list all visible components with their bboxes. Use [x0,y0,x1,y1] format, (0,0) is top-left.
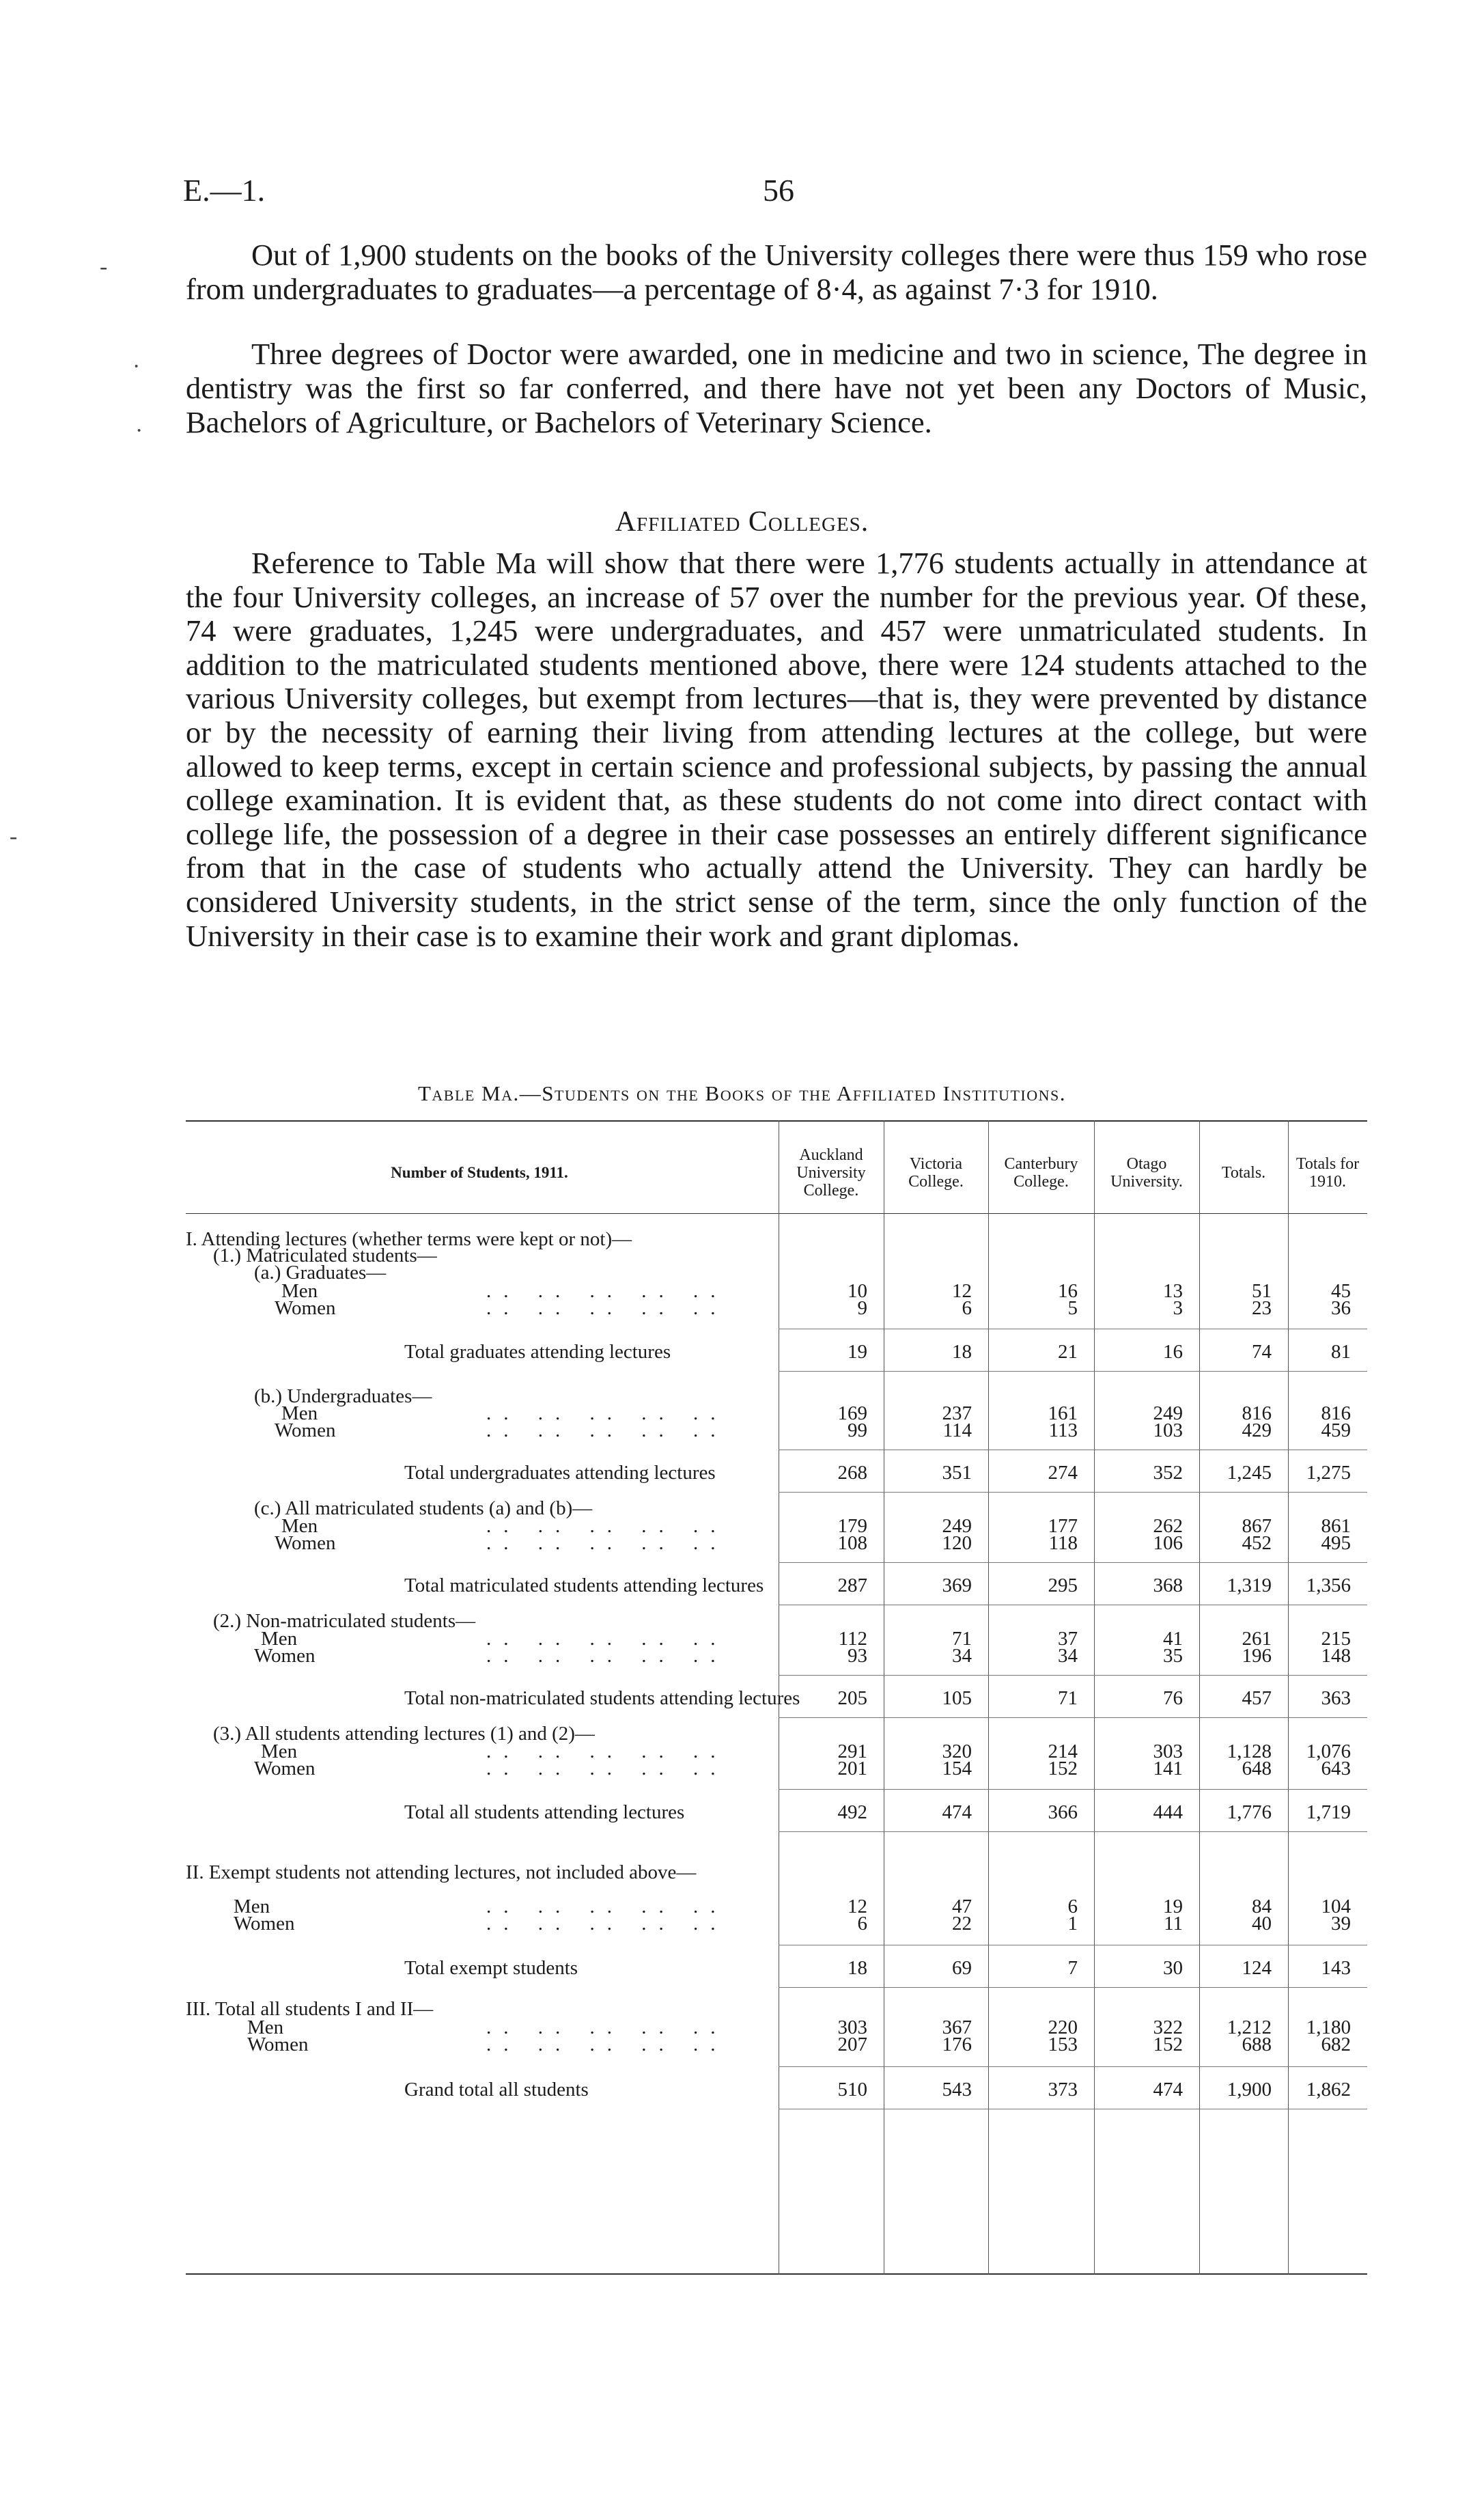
column-header: Auckland University College. [796,1146,866,1200]
total-label: Total non-matriculated students attending lectures [404,1687,800,1709]
row-separator [779,1675,1367,1676]
table-cell: 39 [1331,1913,1351,1935]
table-cell: 10 [848,1280,867,1302]
table-cell: 18 [952,1341,972,1363]
table-cell: 6 [962,1297,972,1319]
table-cell: 143 [1321,1957,1351,1979]
table-cell: 444 [1153,1801,1183,1823]
table-cell: 510 [837,2079,867,2101]
table-cell: 682 [1321,2034,1351,2055]
total-label: Total graduates attending lectures [404,1341,671,1363]
table-cell: 11 [1164,1913,1183,1935]
table-main-header: Number of Students, 1911. [391,1164,568,1181]
table-cell: 69 [952,1957,972,1979]
table-cell: 1,128 [1227,1741,1272,1762]
row-label-text: Women [254,1645,316,1667]
table-cell: 22 [952,1913,972,1935]
section-label: (c.) All matriculated students (a) and (b)— [254,1497,593,1519]
total-label: Total exempt students [404,1957,578,1979]
table-cell: 7 [1067,1957,1078,1979]
row-separator [779,1717,1367,1718]
table-cell: 153 [1048,2034,1078,2055]
row-label-text: Women [234,1913,295,1935]
table-cell: 262 [1153,1515,1183,1537]
table-cell: 867 [1242,1515,1272,1537]
row-label-text: Men [281,1280,318,1302]
leader-dots: .. .. .. .. .. [486,1741,728,1762]
table-cell: 34 [952,1645,972,1667]
row-label-text: Men [261,1741,298,1762]
row-label-text: Men [281,1402,318,1424]
table-cell: 457 [1242,1687,1272,1709]
table-cell: 214 [1048,1741,1078,1762]
table-cell: 118 [1048,1532,1078,1554]
column-header: Victoria College. [908,1155,964,1191]
table-cell: 429 [1242,1419,1272,1441]
table-rule [186,1213,1367,1214]
table-cell: 368 [1153,1575,1183,1596]
table-cell: 1,180 [1306,2016,1351,2038]
margin-mark: · [132,354,141,379]
table-cell: 1,212 [1227,2016,1272,2038]
row-label [254,1645,728,1667]
table-cell: 1,319 [1227,1575,1272,1596]
table-cell: 261 [1242,1628,1272,1650]
table-cell: 1,245 [1227,1462,1272,1484]
table-cell: 5 [1067,1297,1078,1319]
table-cell: 148 [1321,1645,1351,1667]
leader-dots: .. .. .. .. .. [486,1758,728,1779]
section-heading: Affiliated Colleges. [615,506,869,538]
table-cell: 47 [952,1896,972,1917]
total-label: Grand total all students [404,2079,589,2101]
table-cell: 18 [848,1957,867,1979]
table-cell: 177 [1048,1515,1078,1537]
table-cell: 176 [942,2034,972,2055]
leader-dots: .. .. .. .. .. [486,1645,728,1667]
table-cell: 1,900 [1227,2079,1272,2101]
table-cell: 495 [1321,1532,1351,1554]
table-cell: 207 [837,2034,867,2055]
row-label-text: Women [275,1419,336,1441]
table-cell: 1 [1067,1913,1078,1935]
table-cell: 40 [1252,1913,1272,1935]
table-cell: 41 [1163,1628,1183,1650]
table-cell: 215 [1321,1628,1351,1650]
section-label: (3.) All students attending lectures (1) and (2)— [213,1723,595,1745]
table-cell: 12 [952,1280,972,1302]
row-separator [779,1371,1367,1372]
table-cell: 3 [1173,1297,1183,1319]
table-cell: 249 [942,1515,972,1537]
column-header: Otago University. [1110,1155,1183,1191]
table-cell: 6 [1067,1896,1078,1917]
leader-dots: .. .. .. .. .. [486,1402,728,1424]
table-cell: 452 [1242,1532,1272,1554]
table-cell: 93 [848,1645,867,1667]
leader-dots: .. .. .. .. .. [486,1532,728,1554]
table-cell: 367 [942,2016,972,2038]
table-cell: 322 [1153,2016,1183,2038]
row-label [275,1297,728,1320]
section-label: (a.) Graduates— [254,1262,387,1284]
table-cell: 459 [1321,1419,1351,1441]
table-cell: 9 [857,1297,867,1319]
table-cell: 201 [837,1758,867,1779]
table-cell: 1,719 [1306,1801,1351,1823]
table-cell: 16 [1163,1341,1183,1363]
table-cell: 161 [1048,1402,1078,1424]
leader-dots: .. .. .. .. .. [486,1896,728,1917]
table-cell: 295 [1048,1575,1078,1596]
leader-dots: .. .. .. .. .. [486,1419,728,1441]
row-label-text: Men [234,1896,270,1917]
row-label [247,2034,728,2056]
table-cell: 492 [837,1801,867,1823]
table-cell: 37 [1058,1628,1078,1650]
table-cell: 363 [1321,1687,1351,1709]
table-rule [186,2273,1367,2275]
table-cell: 152 [1153,2034,1183,2055]
table-cell: 105 [942,1687,972,1709]
table-cell: 19 [1163,1896,1183,1917]
table-cell: 71 [952,1628,972,1650]
table-cell: 474 [1153,2079,1183,2101]
table-cell: 74 [1252,1341,1272,1363]
table-cell: 76 [1163,1687,1183,1709]
row-label-text: Women [275,1297,336,1319]
leader-dots: .. .. .. .. .. [486,1913,728,1935]
table-cell: 303 [837,2016,867,2038]
row-label [234,1913,728,1935]
table-cell: 169 [837,1402,867,1424]
margin-mark: · [135,418,143,443]
row-label [275,1532,728,1555]
row-separator [779,1987,1367,1988]
table-cell: 351 [942,1462,972,1484]
row-label-text: Men [261,1628,298,1650]
table-cell: 373 [1048,2079,1078,2101]
table-cell: 1,776 [1227,1801,1272,1823]
section-label: II. Exempt students not attending lectures, not included above— [186,1861,697,1883]
table-cell: 816 [1321,1402,1351,1424]
table-cell: 543 [942,2079,972,2101]
table-cell: 21 [1058,1341,1078,1363]
table-cell: 861 [1321,1515,1351,1537]
row-label-text: Men [247,2016,284,2038]
section-label: (b.) Undergraduates— [254,1385,432,1407]
table-cell: 1,356 [1306,1575,1351,1596]
row-separator [779,1562,1367,1563]
table-cell: 36 [1331,1297,1351,1319]
table-cell: 196 [1242,1645,1272,1667]
table-cell: 205 [837,1687,867,1709]
paragraph: Out of 1,900 students on the books of the University colleges there were thus 159 who rose from undergraduates to graduates—a percentage of 8·4, as against 7·3 for 1910. [186,238,1367,306]
row-separator [779,2066,1367,2067]
table-cell: 816 [1242,1402,1272,1424]
section-label: (1.) Matriculated students— [213,1245,437,1266]
table-cell: 268 [837,1462,867,1484]
leader-dots: .. .. .. .. .. [486,2016,728,2038]
leader-dots: .. .. .. .. .. [486,1515,728,1537]
row-label [275,1419,728,1442]
row-label-text: Women [275,1532,336,1554]
table-cell: 179 [837,1515,867,1537]
table-cell: 71 [1058,1687,1078,1709]
table-cell: 6 [857,1913,867,1935]
table-cell: 237 [942,1402,972,1424]
paragraph: Three degrees of Doctor were awarded, one in medicine and two in science, The degree in dentistry was the first so far conferred, and there have not yet been any Doctors of Music, Bachelors of Agriculture, or Bachelors of Veterinary Science. [186,337,1367,439]
table-cell: 35 [1163,1645,1183,1667]
table-cell: 108 [837,1532,867,1554]
table-cell: 34 [1058,1645,1078,1667]
leader-dots: .. .. .. .. .. [486,1297,728,1319]
table-cell: 23 [1252,1297,1272,1319]
total-label: Total undergraduates attending lectures [404,1462,716,1484]
page-number: 56 [763,173,794,208]
table-cell: 19 [848,1341,867,1363]
table-cell: 114 [942,1419,972,1441]
section-paragraph: Reference to Table Ma will show that there were 1,776 students actually in attendance at the four University colleges, an increase of 57 over the number for the previous year. Of these, 74 were graduates, 1,245 were undergraduates, and 457 were unmatriculated students. In addition to the matriculated students mentioned above, there were 124 students attached to the various University colleges, but exempt from lectures—that is, they were prevented by distance or by the necessity of earning their living from attending lectures at the college, but were allowed to keep terms, except in certain science and professional subjects, by passing the annual college examination. It is evident that, as these students do not come into direct contact with college life, the possession of a degree in their case possesses an entirely different significance from that in the case of students who actually attend the University. They can hardly be considered University students, in the strict sense of the term, since the only function of the University in their case is to examine their work and grant diplomas. [186,546,1367,953]
leader-dots: .. .. .. .. .. [486,1628,728,1650]
document-reference: E.—1. [183,173,266,208]
table-cell: 1,275 [1306,1462,1351,1484]
table-cell: 366 [1048,1801,1078,1823]
margin-mark: - [100,254,108,279]
row-label-text: Women [247,2034,309,2055]
table-cell: 84 [1252,1896,1272,1917]
row-separator [779,1492,1367,1493]
column-header: Canterbury College. [1004,1155,1078,1191]
table-cell: 474 [942,1801,972,1823]
section-label: III. Total all students I and II— [186,1998,434,2020]
row-separator [779,1831,1367,1832]
table-cell: 16 [1058,1280,1078,1302]
table-cell: 51 [1252,1280,1272,1302]
table-cell: 320 [942,1741,972,1762]
table-cell: 99 [848,1419,867,1441]
total-label: Total matriculated students attending lectures [404,1575,764,1596]
table-rule [186,1120,1367,1122]
table-cell: 220 [1048,2016,1078,2038]
table-cell: 106 [1153,1532,1183,1554]
table-cell: 274 [1048,1462,1078,1484]
table-cell: 287 [837,1575,867,1596]
table-cell: 124 [1242,1957,1272,1979]
table-cell: 45 [1331,1280,1351,1302]
column-header: Totals for 1910. [1296,1155,1360,1191]
section-label: (2.) Non-matriculated students— [213,1610,476,1632]
table-cell: 643 [1321,1758,1351,1779]
table-cell: 1,862 [1306,2079,1351,2101]
section-label: I. Attending lectures (whether terms were kept or not)— [186,1228,632,1250]
leader-dots: .. .. .. .. .. [486,2034,728,2055]
row-label [254,1758,728,1780]
table-cell: 369 [942,1575,972,1596]
column-header: Totals. [1221,1164,1266,1182]
row-label-text: Women [254,1758,316,1779]
table-cell: 1,076 [1306,1741,1351,1762]
table-cell: 688 [1242,2034,1272,2055]
table-caption: Table Ma.—Students on the Books of the Affiliated Institutions. [417,1081,1067,1105]
table-cell: 30 [1163,1957,1183,1979]
table-cell: 113 [1048,1419,1078,1441]
table-cell: 249 [1153,1402,1183,1424]
row-label-text: Men [281,1515,318,1537]
table-cell: 120 [942,1532,972,1554]
table-cell: 648 [1242,1758,1272,1779]
row-separator [779,1789,1367,1790]
table-cell: 104 [1321,1896,1351,1917]
table-cell: 141 [1153,1758,1183,1779]
table-cell: 352 [1153,1462,1183,1484]
table-cell: 112 [838,1628,867,1650]
table-cell: 12 [848,1896,867,1917]
table-cell: 291 [837,1741,867,1762]
table-cell: 103 [1153,1419,1183,1441]
total-label: Total all students attending lectures [404,1801,685,1823]
students-table [186,1120,1367,2275]
table-cell: 154 [942,1758,972,1779]
leader-dots: .. .. .. .. .. [486,1280,728,1302]
table-cell: 152 [1048,1758,1078,1779]
margin-mark: - [10,824,18,849]
table-cell: 303 [1153,1741,1183,1762]
table-cell: 13 [1163,1280,1183,1302]
table-cell: 81 [1331,1341,1351,1363]
